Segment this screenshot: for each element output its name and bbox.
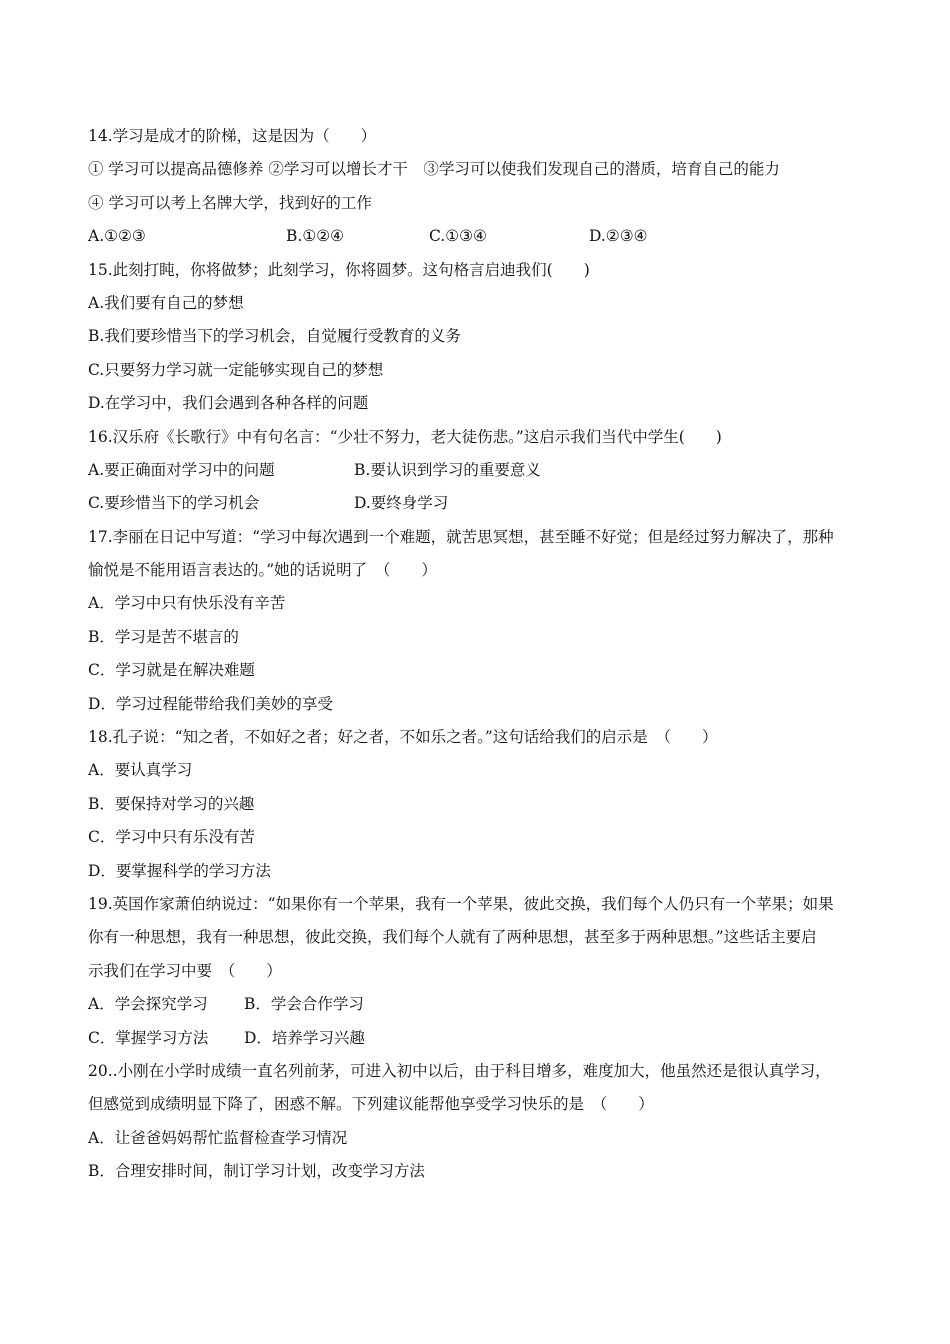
option-d: D．培养学习兴趣 [244, 1028, 365, 1047]
question-18-option-b: B．要保持对学习的兴趣 [88, 794, 255, 813]
question-16-options-cd [88, 487, 878, 520]
question-19-options-ab [88, 988, 878, 1021]
question-19-options-cd [88, 1022, 878, 1055]
question-19-stem-3: 示我们在学习中要 （ ） [88, 961, 282, 980]
option-c: C．掌握学习方法 [88, 1028, 209, 1047]
question-14-stem: 14.学习是成才的阶梯，这是因为（ ） [88, 127, 377, 145]
question-15-option-c: C.只要努力学习就一定能够实现自己的梦想 [88, 360, 384, 379]
question-15-option-d: D.在学习中，我们会遇到各种各样的问题 [88, 394, 369, 413]
option-c: C.①③④ [429, 227, 487, 246]
question-20-stem-1: 20..小刚在小学时成绩一直名列前茅，可进入初中以后，由于科目增多，难度加大，他虽然还是很认真学习， [88, 1061, 831, 1080]
option-b: B.要认识到学习的重要意义 [354, 460, 541, 479]
question-18-option-a: A．要认真学习 [88, 761, 193, 780]
option-d: D.②③④ [589, 227, 648, 246]
question-17-stem-2: 愉悦是不能用语言表达的。”她的话说明了 （ ） [88, 561, 437, 580]
question-17-stem-1: 17.李丽在日记中写道：“学习中每次遇到一个难题，就苦思冥想，甚至睡不好觉；但是经过努力解决了，那种 [88, 527, 834, 546]
question-18-stem: 18.孔子说：“知之者，不如好之者；好之者，不如乐之者。”这句话给我们的启示是 （ ） [88, 728, 718, 747]
question-14-statement-2: ④ 学习可以考上名牌大学，找到好的工作 [88, 193, 372, 212]
question-18-option-d: D．要掌握科学的学习方法 [88, 861, 271, 880]
option-b: B．学会合作学习 [244, 995, 364, 1014]
question-20-option-b: B．合理安排时间，制订学习计划，改变学习方法 [88, 1162, 425, 1181]
option-b: B.①②④ [286, 227, 345, 246]
question-17-option-c: C．学习就是在解决难题 [88, 661, 255, 680]
exam-page [88, 120, 878, 1189]
question-20-option-a: A．让爸爸妈妈帮忙监督检查学习情况 [88, 1128, 348, 1147]
question-15-option-b: B.我们要珍惜当下的学习机会，自觉履行受教育的义务 [88, 327, 461, 346]
question-16-options-ab [88, 454, 878, 487]
question-17-option-a: A．学习中只有快乐没有辛苦 [88, 594, 286, 613]
question-14-statement-1: ① 学习可以提高品德修养 ②学习可以增长才干 ③学习可以使我们发现自己的潜质，培育自己的能力 [88, 160, 780, 179]
question-15-stem: 15.此刻打盹，你将做梦；此刻学习，你将圆梦。这句格言启迪我们( ) [88, 260, 590, 279]
question-20-stem-2: 但感觉到成绩明显下降了，困惑不解。下列建议能帮他享受学习快乐的是 （ ） [88, 1095, 654, 1114]
question-17-option-d: D．学习过程能带给我们美妙的享受 [88, 694, 333, 713]
question-16-stem: 16.汉乐府《长歌行》中有句名言：“少壮不努力，老大徒伤悲。”这启示我们当代中学生( ) [88, 427, 722, 446]
question-18-option-c: C．学习中只有乐没有苦 [88, 828, 255, 847]
option-a: A．学会探究学习 [88, 995, 208, 1014]
question-14-options [88, 220, 878, 253]
option-a: A.要正确面对学习中的问题 [88, 460, 275, 479]
option-a: A.①②③ [88, 227, 146, 246]
question-19-stem-2: 你有一种思想，我有一种思想，彼此交换，我们每个人就有了两种思想，甚至多于两种思想。”这些话主要启 [88, 928, 817, 947]
option-c: C.要珍惜当下的学习机会 [88, 494, 260, 513]
question-15-option-a: A.我们要有自己的梦想 [88, 293, 244, 312]
question-17-option-b: B．学习是苦不堪言的 [88, 627, 239, 646]
option-d: D.要终身学习 [354, 494, 449, 513]
question-19-stem-1: 19.英国作家萧伯纳说过：“如果你有一个苹果，我有一个苹果，彼此交换，我们每个人仍只有一个苹果；如果 [88, 894, 834, 913]
